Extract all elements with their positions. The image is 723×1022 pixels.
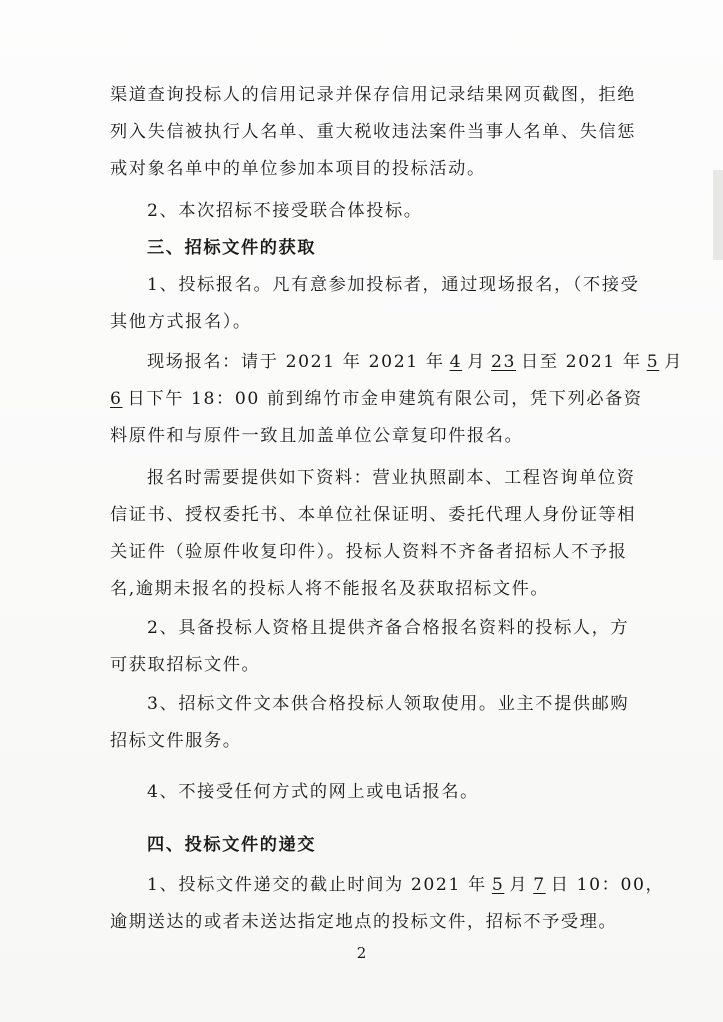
registration-date-line — [0, 384, 723, 409]
paragraph-line: 1、投标报名。凡有意参加投标者，通过现场报名，（不接受 — [147, 275, 640, 295]
text-segment: 月 — [467, 352, 486, 372]
text-segment: 日下午 18：00 前到绵竹市金申建筑有限公司，凭下列必备资 — [127, 389, 643, 409]
underlined-value: 5 — [491, 875, 505, 895]
paragraph-line: 料原件和与原件一致且加盖单位公章复印件报名。 — [110, 426, 524, 446]
paragraph-line: 关证件（验原件收复印件）。投标人资料不齐备者招标人不予报 — [110, 542, 628, 562]
paragraph-line: 戒对象名单中的单位参加本项目的投标活动。 — [110, 159, 486, 179]
paragraph-line: 信证书、授权委托书、本单位社保证明、委托代理人身份证等相 — [110, 505, 637, 525]
text-segment: 现场报名：请于 2021 年 2021 年 — [147, 352, 445, 372]
text-segment: 日 10：00， — [550, 875, 665, 895]
section-heading: 四、投标文件的递交 — [147, 835, 317, 855]
underlined-value: 23 — [490, 352, 517, 372]
paragraph-line: 其他方式报名）。 — [110, 312, 252, 332]
underlined-value: 7 — [533, 875, 546, 895]
page-number: 2 — [356, 944, 367, 962]
underlined-value: 4 — [449, 352, 463, 372]
paragraph-line: 2、具备投标人资格且提供齐备合格报名资料的投标人，方 — [147, 618, 630, 638]
deadline-line — [0, 870, 723, 895]
paragraph-line: 名,逾期未报名的投标人将不能报名及获取招标文件。 — [110, 579, 550, 599]
paragraph-line: 报名时需要提供如下资料：营业执照副本、工程咨询单位资 — [147, 468, 636, 488]
paragraph-line: 列入失信被执行人名单、重大税收违法案件当事人名单、失信惩 — [110, 122, 637, 142]
section-heading: 三、招标文件的获取 — [147, 238, 317, 258]
paragraph-line: 逾期送达的或者未送达指定地点的投标文件，招标不予受理。 — [110, 912, 618, 932]
paragraph-line: 3、招标文件文本供合格投标人领取使用。业主不提供邮购 — [147, 694, 630, 714]
underlined-value: 5 — [646, 352, 660, 372]
text-segment: 1、投标文件递交的截止时间为 2021 年 — [147, 875, 487, 895]
paragraph-line: 4、不接受任何方式的网上或电话报名。 — [147, 782, 479, 802]
text-segment: 日至 2021 年 — [521, 352, 642, 372]
text-segment: 月 — [509, 875, 529, 895]
paragraph-line: 可获取招标文件。 — [110, 655, 261, 675]
paragraph-line: 渠道查询投标人的信用记录并保存信用记录结果网页截图，拒绝 — [110, 85, 637, 105]
paragraph-line: 2、本次招标不接受联合体投标。 — [147, 201, 423, 221]
registration-date-line — [0, 347, 723, 372]
underlined-value: 6 — [110, 389, 123, 409]
text-segment: 月 — [664, 352, 684, 372]
paragraph-line: 招标文件服务。 — [110, 731, 242, 751]
